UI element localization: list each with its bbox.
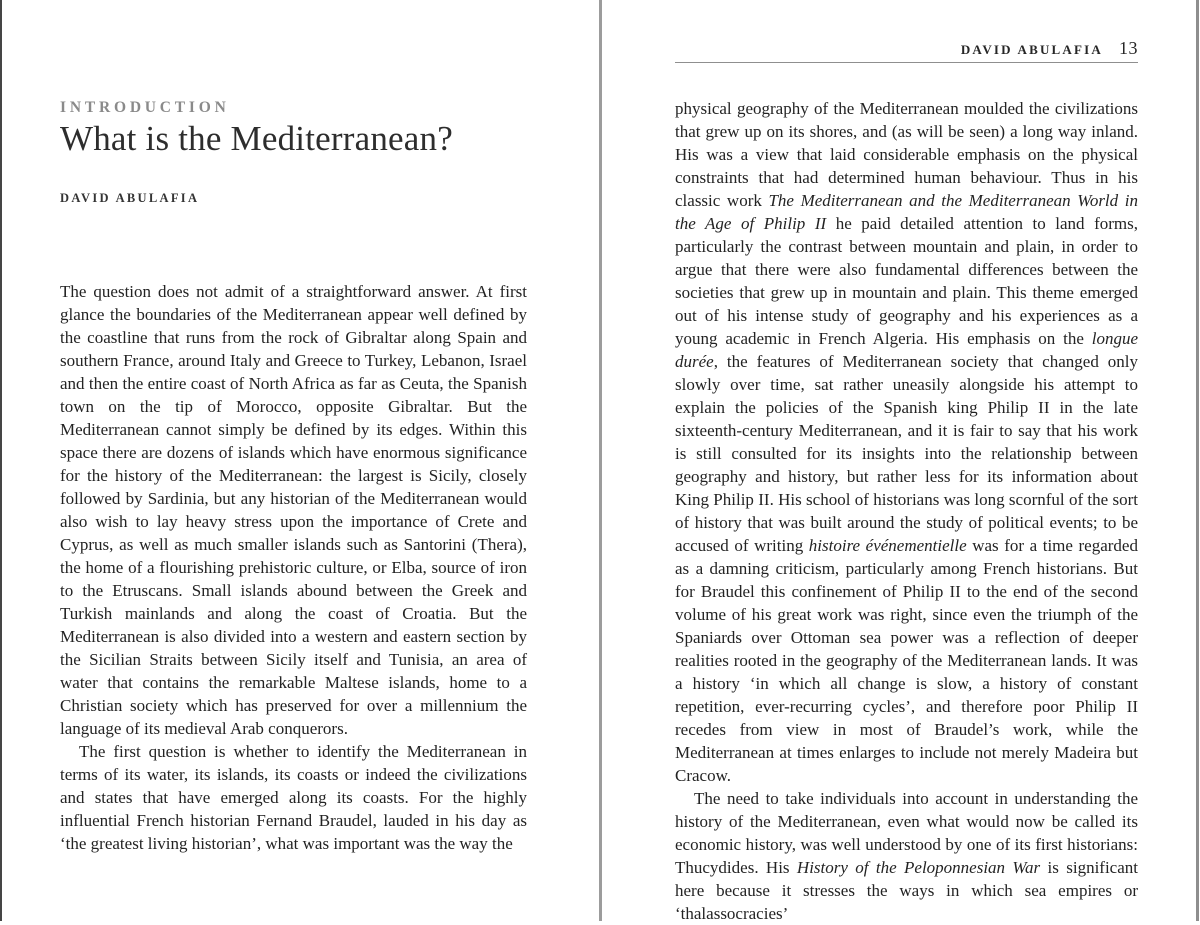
chapter-title: What is the Mediterranean? — [60, 119, 453, 158]
author-name: DAVID ABULAFIA — [60, 191, 200, 205]
page-gutter — [599, 0, 602, 921]
left-page — [60, 0, 527, 921]
section-kicker: INTRODUCTION — [60, 99, 230, 116]
left-page-body — [60, 280, 527, 855]
book-edge-right — [1196, 0, 1199, 921]
paragraph: The need to take individuals into account in understanding the history of the Mediterranean, even what would now be called its economic history, was well understood by one of its first historians: Thucydides. His History of the Peloponnesian War is significant here because it stresses the ways in which sea empires or ‘thalassocracies’ — [675, 789, 1138, 923]
paragraph: The question does not admit of a straightforward answer. At first glance the boundaries of the Mediterranean appear well defined by the coastline that runs from the rock of Gibraltar along Spain and southern France, around Italy and Greece to Turkey, Lebanon, Israel and then the entire coast of North Africa as far as Ceuta, the Spanish town on the tip of Morocco, opposite Gibraltar. But the Mediterranean cannot simply be defined by its edges. Within this space there are dozens of islands which have enormous significance for the history of the Mediterranean: the largest is Sicily, closely followed by Sardinia, but any historian of the Mediterranean would also wish to lay heavy stress upon the importance of Crete and Cyprus, as well as much smaller islands such as Santorini (Thera), the home of a flourishing prehistoric culture, or Elba, source of iron to the Etruscans. Small islands abound between the Greek and Turkish mainlands and along the coast of Croatia. But the Mediterranean is also divided into a western and eastern section by the Sicilian Straits between Sicily itself and Tunisia, an area of water that contains the remarkable Maltese islands, home to a Christian society which has preserved for over a millennium the language of its medieval Arab conquerors. — [60, 282, 527, 738]
paragraph: The first question is whether to identify the Mediterranean in terms of its water, its islands, its coasts or indeed the civilizations and states that have emerged along its coasts. For the highly influential French historian Fernand Braudel, lauded in his day as ‘the greatest living historian’, what was important was the way the — [60, 742, 527, 853]
right-page — [675, 0, 1138, 921]
running-header — [675, 40, 1138, 58]
running-header-author: DAVID ABULAFIA — [960, 42, 1103, 57]
book-edge-left — [0, 0, 2, 921]
paragraph: physical geography of the Mediterranean moulded the civilizations that grew up on its shores, and (as will be seen) a long way inland. His was a view that laid considerable emphasis on the physical constraints that had determined human behaviour. Thus in his classic work The Mediterranean and the Mediterranean World in the Age of Philip II he paid detailed attention to land forms, particularly the contrast between mountain and plain, in order to argue that there were also fundamental differences between the societies that grew up in mountain and plain. This theme emerged out of his intense study of geography and his experiences as a young academic in French Algeria. His emphasis on the longue durée, the features of Mediterranean society that changed only slowly over time, sat rather uneasily alongside his attempt to explain the policies of the Spanish king Philip II in the late sixteenth-century Mediterranean, and it is fair to say that his work is still consulted for its insights into the relationship between geography and history, but rather less for its information about King Philip II. His school of historians was long scornful of the sort of history that was built around the study of political events; to be accused of writing histoire événementielle was for a time regarded as a damning criticism, particularly among French historians. But for Braudel this confinement of Philip II to the end of the second volume of his great work was right, since even the triumph of the Spaniards over Ottoman sea power was a reflection of deeper realities rooted in the geography of the Mediterranean lands. It was a history ‘in which all change is slow, a history of constant repetition, ever-recurring cycles’, and therefore poor Philip II recedes from view in most of Braudel’s work, while the Mediterranean at times enlarges to include not merely Madeira but Cracow. — [675, 99, 1138, 785]
right-page-body — [675, 97, 1138, 925]
page-number: 13 — [1119, 38, 1138, 58]
header-rule — [675, 62, 1138, 63]
